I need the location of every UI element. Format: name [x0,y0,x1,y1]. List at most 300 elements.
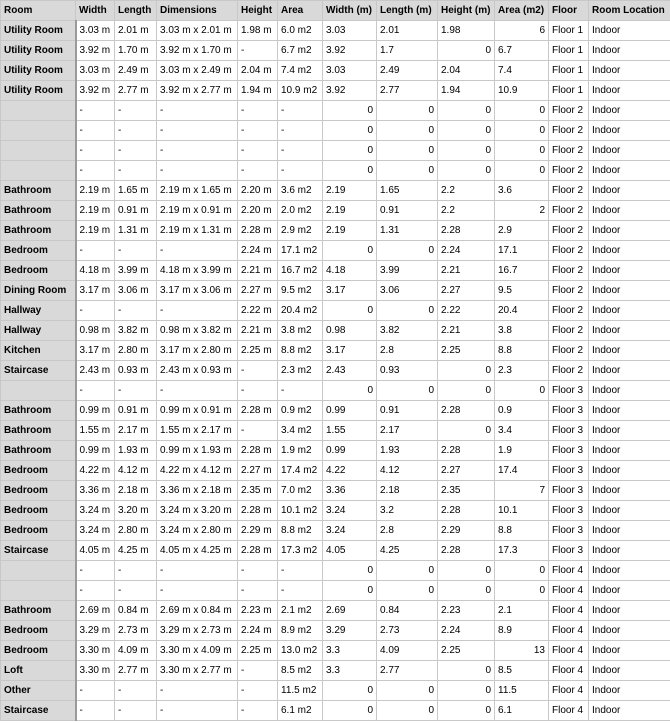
table-cell[interactable]: 2.18 [377,481,438,501]
table-cell[interactable]: Indoor [589,241,670,261]
row-label-cell[interactable]: Bathroom [1,201,76,221]
table-cell[interactable]: - [157,681,238,701]
table-cell[interactable]: 2.29 m [238,521,278,541]
table-cell[interactable]: Floor 1 [549,21,589,41]
column-header[interactable]: Height [238,1,278,21]
table-cell[interactable]: 2.28 m [238,541,278,561]
table-cell[interactable]: Floor 2 [549,101,589,121]
table-cell[interactable]: 3.29 m x 2.73 m [157,621,238,641]
table-cell[interactable]: 2 [495,201,549,221]
table-cell[interactable]: 11.5 [495,681,549,701]
table-cell[interactable]: 0.99 m [76,401,115,421]
table-cell[interactable]: 0 [323,121,377,141]
table-cell[interactable]: 2.28 m [238,221,278,241]
table-cell[interactable]: 3.17 m [76,341,115,361]
table-cell[interactable]: 2.80 m [115,341,157,361]
table-cell[interactable]: - [238,661,278,681]
table-cell[interactable]: Floor 3 [549,461,589,481]
column-header[interactable]: Height (m) [438,1,495,21]
table-cell[interactable]: 2.28 m [238,501,278,521]
table-cell[interactable]: 6.0 m2 [278,21,323,41]
table-cell[interactable]: 2.04 m [238,61,278,81]
table-cell[interactable]: 3.30 m [76,661,115,681]
row-label-cell[interactable]: Utility Room [1,41,76,61]
table-cell[interactable]: 6.1 m2 [278,701,323,721]
table-cell[interactable]: - [76,561,115,581]
table-cell[interactable]: Indoor [589,541,670,561]
table-cell[interactable]: 17.3 m2 [278,541,323,561]
table-cell[interactable]: Floor 3 [549,501,589,521]
table-cell[interactable]: 2.28 m [238,401,278,421]
table-cell[interactable]: 7 [495,481,549,501]
table-cell[interactable]: 2.80 m [115,521,157,541]
table-cell[interactable]: 2.8 [377,341,438,361]
table-cell[interactable]: 0 [323,581,377,601]
table-cell[interactable]: 3.30 m x 4.09 m [157,641,238,661]
table-cell[interactable]: 2.43 m x 0.93 m [157,361,238,381]
row-label-cell[interactable] [1,141,76,161]
row-label-cell[interactable]: Kitchen [1,341,76,361]
table-cell[interactable]: 2.28 [438,401,495,421]
table-cell[interactable]: 4.05 [323,541,377,561]
table-cell[interactable]: 2.19 m [76,201,115,221]
table-cell[interactable]: Indoor [589,381,670,401]
table-cell[interactable]: 4.25 [377,541,438,561]
table-cell[interactable]: 2.69 [323,601,377,621]
table-cell[interactable]: Indoor [589,321,670,341]
table-cell[interactable]: Floor 2 [549,361,589,381]
table-cell[interactable]: 3.30 m x 2.77 m [157,661,238,681]
table-cell[interactable]: 7.0 m2 [278,481,323,501]
table-cell[interactable]: 0.93 m [115,361,157,381]
table-cell[interactable]: 0 [377,681,438,701]
table-cell[interactable]: 3.2 [377,501,438,521]
table-cell[interactable]: 3.24 m [76,521,115,541]
table-cell[interactable]: - [76,101,115,121]
table-cell[interactable]: 8.9 m2 [278,621,323,641]
table-cell[interactable]: 2.49 [377,61,438,81]
table-cell[interactable]: Indoor [589,341,670,361]
table-cell[interactable]: 2.25 [438,341,495,361]
table-cell[interactable]: 0 [438,681,495,701]
table-cell[interactable]: 1.70 m [115,41,157,61]
table-cell[interactable]: Floor 3 [549,521,589,541]
row-label-cell[interactable]: Bathroom [1,601,76,621]
table-cell[interactable]: 2.69 m x 0.84 m [157,601,238,621]
table-cell[interactable]: 0.91 m [115,401,157,421]
table-cell[interactable]: 0 [495,161,549,181]
table-cell[interactable]: Floor 3 [549,401,589,421]
table-cell[interactable]: 4.25 m [115,541,157,561]
table-cell[interactable]: Indoor [589,481,670,501]
table-cell[interactable]: Indoor [589,461,670,481]
table-cell[interactable]: 0.84 m [115,601,157,621]
table-cell[interactable]: 0 [495,141,549,161]
table-cell[interactable]: 2.21 [438,261,495,281]
table-cell[interactable]: 0 [438,581,495,601]
table-cell[interactable]: 3.99 m [115,261,157,281]
table-cell[interactable]: Floor 3 [549,421,589,441]
row-label-cell[interactable]: Bathroom [1,401,76,421]
table-cell[interactable]: 1.55 m [76,421,115,441]
table-cell[interactable]: 0.91 m [115,201,157,221]
table-cell[interactable]: 3.03 m x 2.01 m [157,21,238,41]
table-cell[interactable]: 3.29 m [76,621,115,641]
table-cell[interactable]: 3.8 [495,321,549,341]
table-cell[interactable]: Floor 2 [549,241,589,261]
column-header[interactable]: Dimensions [157,1,238,21]
table-cell[interactable]: Floor 1 [549,41,589,61]
table-cell[interactable]: 2.17 m [115,421,157,441]
table-cell[interactable]: 3.99 [377,261,438,281]
table-cell[interactable]: 0 [377,301,438,321]
table-cell[interactable]: - [238,41,278,61]
table-cell[interactable]: 2.77 [377,81,438,101]
table-cell[interactable]: - [76,121,115,141]
table-cell[interactable]: - [76,681,115,701]
table-cell[interactable]: - [278,581,323,601]
row-label-cell[interactable]: Bathroom [1,421,76,441]
table-cell[interactable]: - [278,121,323,141]
table-cell[interactable]: 0 [438,561,495,581]
table-cell[interactable]: Floor 2 [549,341,589,361]
table-cell[interactable]: 1.93 m [115,441,157,461]
table-cell[interactable]: - [157,101,238,121]
table-cell[interactable]: 8.8 m2 [278,521,323,541]
table-cell[interactable]: 1.93 [377,441,438,461]
table-cell[interactable]: 3.03 m x 2.49 m [157,61,238,81]
table-cell[interactable]: 4.05 m x 4.25 m [157,541,238,561]
table-cell[interactable]: 2.24 m [238,241,278,261]
table-cell[interactable]: 2.35 m [238,481,278,501]
row-label-cell[interactable]: Utility Room [1,21,76,41]
table-cell[interactable]: - [115,561,157,581]
table-cell[interactable]: 0.99 m [76,441,115,461]
table-cell[interactable]: Indoor [589,161,670,181]
table-cell[interactable]: 0.91 [377,201,438,221]
table-cell[interactable]: - [278,161,323,181]
column-header[interactable]: Width (m) [323,1,377,21]
table-cell[interactable]: 2.25 [438,641,495,661]
table-cell[interactable]: - [278,381,323,401]
table-cell[interactable]: 4.18 [323,261,377,281]
row-label-cell[interactable]: Other [1,681,76,701]
table-cell[interactable]: 2.43 m [76,361,115,381]
table-cell[interactable]: 3.17 [323,341,377,361]
table-cell[interactable]: 2.73 m [115,621,157,641]
row-label-cell[interactable]: Bathroom [1,181,76,201]
table-cell[interactable]: 0 [323,381,377,401]
table-cell[interactable]: 1.65 m [115,181,157,201]
table-cell[interactable]: 0.93 [377,361,438,381]
table-cell[interactable]: Floor 2 [549,161,589,181]
table-cell[interactable]: Floor 2 [549,301,589,321]
table-cell[interactable]: 3.24 m x 3.20 m [157,501,238,521]
table-cell[interactable]: 7.4 m2 [278,61,323,81]
table-cell[interactable]: 4.22 [323,461,377,481]
row-label-cell[interactable]: Bedroom [1,501,76,521]
table-cell[interactable]: 2.21 m [238,321,278,341]
table-cell[interactable]: 17.4 m2 [278,461,323,481]
table-cell[interactable]: - [76,701,115,721]
table-cell[interactable]: 3.36 m [76,481,115,501]
table-cell[interactable]: 3.24 [323,521,377,541]
table-cell[interactable]: - [278,101,323,121]
table-cell[interactable]: 3.03 [323,21,377,41]
table-cell[interactable]: 0 [495,381,549,401]
table-cell[interactable]: 4.18 m x 3.99 m [157,261,238,281]
table-cell[interactable]: Indoor [589,521,670,541]
table-cell[interactable]: 0 [438,361,495,381]
table-cell[interactable]: Indoor [589,661,670,681]
table-cell[interactable]: 2.27 m [238,281,278,301]
table-cell[interactable]: 13.0 m2 [278,641,323,661]
table-cell[interactable]: 4.12 m [115,461,157,481]
row-label-cell[interactable]: Hallway [1,321,76,341]
table-cell[interactable]: 1.94 [438,81,495,101]
table-cell[interactable]: - [76,301,115,321]
table-cell[interactable]: 1.98 m [238,21,278,41]
table-cell[interactable]: 2.3 [495,361,549,381]
table-cell[interactable]: Indoor [589,201,670,221]
table-cell[interactable]: 7.4 [495,61,549,81]
table-cell[interactable]: 2.77 m [115,81,157,101]
table-cell[interactable]: 0 [377,161,438,181]
table-cell[interactable]: - [76,141,115,161]
table-cell[interactable]: Floor 4 [549,561,589,581]
table-cell[interactable]: 2.25 m [238,341,278,361]
table-cell[interactable]: Indoor [589,221,670,241]
table-cell[interactable]: - [76,241,115,261]
table-cell[interactable]: 0 [495,581,549,601]
table-cell[interactable]: 4.05 m [76,541,115,561]
column-header[interactable]: Width [76,1,115,21]
table-cell[interactable]: 2.01 m [115,21,157,41]
table-cell[interactable]: 0.99 m x 0.91 m [157,401,238,421]
table-cell[interactable]: 2.43 [323,361,377,381]
table-cell[interactable]: Floor 2 [549,201,589,221]
table-cell[interactable]: 4.18 m [76,261,115,281]
table-cell[interactable]: 16.7 [495,261,549,281]
table-cell[interactable]: 0 [495,101,549,121]
table-cell[interactable]: - [115,121,157,141]
table-cell[interactable]: Indoor [589,141,670,161]
row-label-cell[interactable]: Utility Room [1,81,76,101]
table-cell[interactable]: Floor 4 [549,641,589,661]
table-cell[interactable]: - [238,161,278,181]
table-cell[interactable]: 3.82 [377,321,438,341]
table-cell[interactable]: 2.77 m [115,661,157,681]
row-label-cell[interactable]: Bedroom [1,621,76,641]
table-cell[interactable]: 0 [377,121,438,141]
table-cell[interactable]: 2.27 [438,281,495,301]
table-cell[interactable]: - [157,301,238,321]
table-cell[interactable]: 0 [438,161,495,181]
table-cell[interactable]: 16.7 m2 [278,261,323,281]
table-cell[interactable]: Indoor [589,401,670,421]
row-label-cell[interactable]: Bedroom [1,521,76,541]
table-cell[interactable]: 2.28 [438,541,495,561]
table-cell[interactable]: 11.5 m2 [278,681,323,701]
table-cell[interactable]: - [157,381,238,401]
table-cell[interactable]: 6.7 m2 [278,41,323,61]
table-cell[interactable]: 2.28 [438,441,495,461]
row-label-cell[interactable]: Bedroom [1,461,76,481]
table-cell[interactable]: 0 [438,381,495,401]
table-cell[interactable]: - [238,681,278,701]
table-cell[interactable]: 17.4 [495,461,549,481]
table-cell[interactable]: Indoor [589,701,670,721]
table-cell[interactable]: Floor 4 [549,621,589,641]
row-label-cell[interactable]: Bathroom [1,221,76,241]
table-cell[interactable]: 17.1 m2 [278,241,323,261]
row-label-cell[interactable] [1,561,76,581]
table-cell[interactable]: 9.5 [495,281,549,301]
table-cell[interactable]: 3.92 [323,41,377,61]
table-cell[interactable]: 6.1 [495,701,549,721]
table-cell[interactable]: 10.9 m2 [278,81,323,101]
column-header[interactable]: Length (m) [377,1,438,21]
table-cell[interactable]: Floor 2 [549,281,589,301]
table-cell[interactable]: 0 [438,661,495,681]
table-cell[interactable]: Floor 3 [549,481,589,501]
table-cell[interactable]: Indoor [589,301,670,321]
table-cell[interactable]: 0 [438,121,495,141]
table-cell[interactable]: 8.8 [495,341,549,361]
table-cell[interactable]: 3.92 m [76,81,115,101]
table-cell[interactable]: Indoor [589,561,670,581]
table-cell[interactable]: Floor 4 [549,701,589,721]
table-cell[interactable]: Floor 1 [549,61,589,81]
table-cell[interactable]: 2.69 m [76,601,115,621]
table-cell[interactable]: 2.73 [377,621,438,641]
row-label-cell[interactable]: Staircase [1,701,76,721]
table-cell[interactable]: 2.25 m [238,641,278,661]
table-cell[interactable]: 0.99 [323,441,377,461]
table-cell[interactable]: 3.20 m [115,501,157,521]
row-label-cell[interactable]: Bedroom [1,641,76,661]
table-cell[interactable]: Indoor [589,41,670,61]
table-cell[interactable]: 2.18 m [115,481,157,501]
row-label-cell[interactable]: Hallway [1,301,76,321]
column-header[interactable]: Length [115,1,157,21]
table-cell[interactable]: Floor 4 [549,681,589,701]
table-cell[interactable]: 3.92 m x 2.77 m [157,81,238,101]
table-cell[interactable]: 2.19 [323,221,377,241]
row-label-cell[interactable]: Bedroom [1,481,76,501]
column-header[interactable]: Area (m2) [495,1,549,21]
table-cell[interactable]: - [157,581,238,601]
table-cell[interactable]: - [238,121,278,141]
table-cell[interactable]: 4.22 m x 4.12 m [157,461,238,481]
table-cell[interactable]: - [238,701,278,721]
table-cell[interactable]: 8.9 [495,621,549,641]
table-cell[interactable]: - [278,561,323,581]
table-cell[interactable]: 0 [438,101,495,121]
table-cell[interactable]: Indoor [589,21,670,41]
table-cell[interactable]: 0.91 [377,401,438,421]
table-cell[interactable]: 3.6 m2 [278,181,323,201]
table-cell[interactable]: 3.06 m [115,281,157,301]
table-cell[interactable]: 2.19 m x 1.65 m [157,181,238,201]
table-cell[interactable]: 2.19 m x 1.31 m [157,221,238,241]
table-cell[interactable]: - [157,701,238,721]
table-cell[interactable]: 8.8 [495,521,549,541]
table-cell[interactable]: - [115,581,157,601]
table-cell[interactable]: 3.6 [495,181,549,201]
table-cell[interactable]: 3.30 m [76,641,115,661]
row-label-cell[interactable]: Staircase [1,361,76,381]
table-cell[interactable]: 20.4 [495,301,549,321]
table-cell[interactable]: Indoor [589,501,670,521]
table-cell[interactable]: Floor 3 [549,381,589,401]
table-cell[interactable]: 0 [377,101,438,121]
table-cell[interactable]: 3.3 [323,641,377,661]
table-cell[interactable]: 0 [495,561,549,581]
table-cell[interactable]: - [157,161,238,181]
table-cell[interactable]: Indoor [589,621,670,641]
table-cell[interactable]: 3.92 m x 1.70 m [157,41,238,61]
table-cell[interactable]: 2.77 [377,661,438,681]
table-cell[interactable]: 1.55 m x 2.17 m [157,421,238,441]
table-cell[interactable]: 0 [495,121,549,141]
row-label-cell[interactable]: Utility Room [1,61,76,81]
table-cell[interactable]: - [238,381,278,401]
row-label-cell[interactable]: Dining Room [1,281,76,301]
table-cell[interactable]: 1.7 [377,41,438,61]
table-cell[interactable]: 2.23 m [238,601,278,621]
table-cell[interactable]: 1.65 [377,181,438,201]
table-cell[interactable]: 2.2 [438,201,495,221]
column-header[interactable]: Room Location [589,1,670,21]
table-cell[interactable]: 3.3 [323,661,377,681]
table-cell[interactable]: 2.21 [438,321,495,341]
table-cell[interactable]: 2.28 [438,221,495,241]
table-cell[interactable]: 1.31 m [115,221,157,241]
table-cell[interactable]: 17.1 [495,241,549,261]
table-cell[interactable]: 2.27 [438,461,495,481]
table-cell[interactable]: - [238,101,278,121]
table-cell[interactable]: - [115,101,157,121]
table-cell[interactable]: 2.27 m [238,461,278,481]
row-label-cell[interactable] [1,161,76,181]
table-cell[interactable]: 0 [438,421,495,441]
table-cell[interactable]: 0 [377,581,438,601]
table-cell[interactable]: 2.01 [377,21,438,41]
table-cell[interactable]: 2.19 [323,181,377,201]
table-cell[interactable]: Indoor [589,601,670,621]
table-cell[interactable]: 3.03 m [76,21,115,41]
table-cell[interactable]: 2.19 m [76,181,115,201]
table-cell[interactable]: 17.3 [495,541,549,561]
table-cell[interactable]: 3.4 m2 [278,421,323,441]
table-cell[interactable]: - [238,421,278,441]
table-cell[interactable]: 2.2 [438,181,495,201]
table-cell[interactable]: Floor 3 [549,441,589,461]
table-cell[interactable]: 6 [495,21,549,41]
table-cell[interactable]: - [115,301,157,321]
table-cell[interactable]: 2.0 m2 [278,201,323,221]
table-cell[interactable]: Floor 3 [549,541,589,561]
table-cell[interactable]: 20.4 m2 [278,301,323,321]
row-label-cell[interactable]: Staircase [1,541,76,561]
table-cell[interactable]: 0 [323,681,377,701]
table-cell[interactable]: 3.92 [323,81,377,101]
row-label-cell[interactable]: Loft [1,661,76,681]
table-cell[interactable]: 3.24 m [76,501,115,521]
table-cell[interactable]: 4.22 m [76,461,115,481]
table-cell[interactable]: 4.09 [377,641,438,661]
